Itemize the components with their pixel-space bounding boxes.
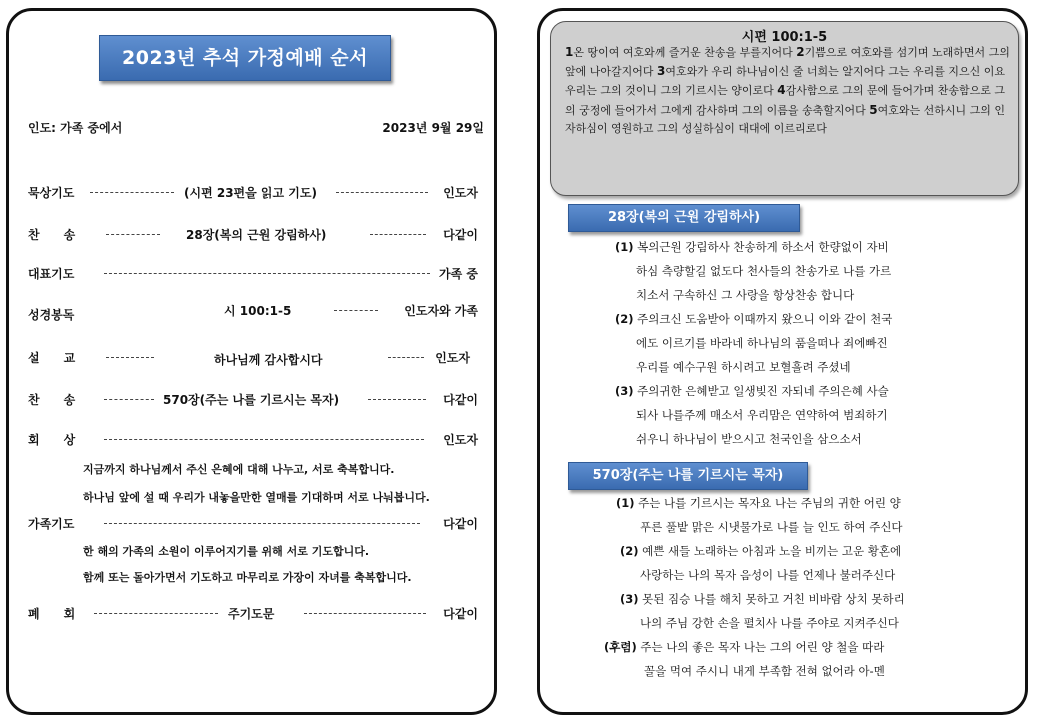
order-who: 다같이: [443, 607, 478, 621]
order-who: 다같이: [443, 393, 478, 407]
order-label: 가족기도: [28, 517, 75, 531]
verse-text: 여호와가 우리 하나님이신 줄 너희는 알지어다 그는 우리를 지으신 이요 우리는 그의 것이니 그의 기르시는 양이로다: [565, 65, 1005, 98]
order-item-hymn-1: [28, 226, 478, 246]
lyric-line: 나의 주님 강한 손을 펼치사 나를 주야로 지켜주신다: [640, 616, 899, 630]
order-content: (시편 23편을 읽고 기도): [184, 186, 317, 200]
verse-number: 5: [869, 102, 878, 117]
order-content: 주기도문: [228, 607, 275, 621]
lyric-line: 우리를 예수구원 하시려고 보혈흘려 주셨네: [636, 360, 851, 374]
recollection-note: 지금까지 하나님께서 주신 은혜에 대해 나누고, 서로 축복합니다.: [83, 463, 395, 476]
lyric-line: (1) 복의근원 강림하사 찬송하게 하소서 한량없이 자비: [615, 240, 889, 254]
lyric-line: 되사 나를주께 매소서 우리맘은 연약하여 범죄하기: [636, 408, 888, 422]
verse-text: 온 땅이여 여호와께 즐거운 찬송을 부를지어다: [573, 46, 797, 59]
order-who: 인도자: [443, 433, 478, 447]
lyric-line: (후렴) 주는 나의 좋은 목자 나는 그의 어린 양 철을 따라: [604, 640, 885, 654]
lyric-line: (3) 주의귀한 은혜받고 일생빚진 자되네 주의은혜 사슬: [615, 384, 889, 398]
order-item-silent-prayer: [28, 184, 478, 204]
order-label: 찬 송: [28, 228, 76, 242]
service-title: 2023년 추석 가정예배 순서: [99, 35, 391, 81]
lyric-line: 에도 이르기를 바라네 하나님의 품을떠나 죄에빠진: [636, 336, 888, 350]
hymn-28-title: 28장(복의 근원 강림하사): [568, 204, 800, 232]
verse-number: 3: [657, 64, 666, 79]
verse-text: 여호와는 선하시니 그의 인자하심이 영원하고 그의 성실하심이 대대에 이르리로다: [565, 103, 1005, 135]
order-item-recollection: [28, 431, 478, 451]
order-who: 인도자와 가족: [404, 304, 478, 318]
verse-number: 1: [565, 45, 574, 59]
order-item-scripture-reading: [28, 302, 478, 322]
order-label: 설 교: [28, 351, 76, 365]
order-who: 가족 중: [439, 267, 478, 281]
order-label: 찬 송: [28, 393, 76, 407]
verse-text: 감사함으로 그의 문에 들어가며 찬송함으로 그의 궁정에 들어가서 그에게 감사하며 그의 이름을 송축할지어다: [565, 84, 1005, 117]
leader-info: 인도: 가족 중에서: [28, 121, 123, 135]
order-item-family-prayer: [28, 515, 478, 535]
order-item-sermon: [28, 349, 478, 369]
order-label: 폐 회: [28, 607, 76, 621]
psalm-text: [565, 43, 1010, 138]
prayer-note: 한 해의 가족의 소원이 이루어지기를 위해 서로 기도합니다.: [83, 545, 370, 558]
lyric-line: (2) 주의크신 도움받아 이때까지 왔으니 이와 같이 천국: [615, 312, 893, 326]
order-item-representative-prayer: [28, 265, 478, 285]
order-item-closing: [28, 605, 478, 625]
order-content: 시 100:1-5: [224, 304, 292, 318]
verse-number: 2: [796, 45, 805, 59]
order-content: 28장(복의 근원 강림하사): [186, 228, 327, 242]
recollection-note: 하나님 앞에 설 때 우리가 내놓을만한 열매를 기대하며 서로 나눠봅니다.: [83, 491, 430, 504]
verse-number: 4: [777, 83, 786, 98]
scripture-hymns-panel: [537, 8, 1028, 715]
prayer-note: 함께 또는 돌아가면서 기도하고 마무리로 가장이 자녀를 축복합니다.: [83, 571, 412, 584]
order-who: 인도자: [435, 351, 470, 365]
order-of-service-panel: [6, 8, 497, 715]
order-who: 다같이: [443, 517, 478, 531]
lyric-line: (3) 못된 짐승 나를 해치 못하고 거친 비바람 상치 못하리: [620, 592, 905, 606]
lyric-line: 쉬우니 하나님이 받으시고 천국인을 삼으소서: [636, 432, 862, 446]
order-content: 하나님께 감사합시다: [214, 353, 323, 367]
order-item-hymn-2: [28, 391, 478, 411]
order-label: 회 상: [28, 433, 76, 447]
lyric-line: 치소서 구속하신 그 사랑을 항상찬송 합니다: [636, 288, 855, 302]
verse-text: 기쁨으로 여호와를 섬기며 노래하면서 그의 앞에 나아갈지어다: [565, 46, 1010, 79]
order-who: 인도자: [443, 186, 478, 200]
lyric-line: 하심 측량할길 없도다 천사들의 찬송가로 나를 가르: [636, 264, 892, 278]
lyric-line: 사랑하는 나의 목자 음성이 나를 언제나 불러주신다: [640, 568, 896, 582]
order-who: 다같이: [443, 228, 478, 242]
lyric-line: (1) 주는 나를 기르시는 목자요 나는 주님의 귀한 어린 양: [616, 496, 901, 510]
lyric-line: (2) 예쁜 새들 노래하는 아침과 노을 비끼는 고운 황혼에: [620, 544, 902, 558]
service-date: 2023년 9월 29일: [382, 121, 484, 135]
order-label: 대표기도: [28, 267, 75, 281]
order-label: 묵상기도: [28, 186, 75, 200]
hymn-570-title: 570장(주는 나를 기르시는 목자): [568, 462, 808, 490]
lyric-line: 꼴을 먹여 주시니 내게 부족함 전혀 없어라 아-멘: [644, 664, 885, 678]
lyric-line: 푸른 풀밭 맑은 시냇물가로 나를 늘 인도 하여 주신다: [640, 520, 903, 534]
psalm-box: [550, 21, 1019, 196]
order-label: 성경봉독: [28, 308, 75, 322]
order-content: 570장(주는 나를 기르시는 목자): [163, 393, 340, 407]
psalm-title: 시편 100:1-5: [741, 30, 828, 45]
